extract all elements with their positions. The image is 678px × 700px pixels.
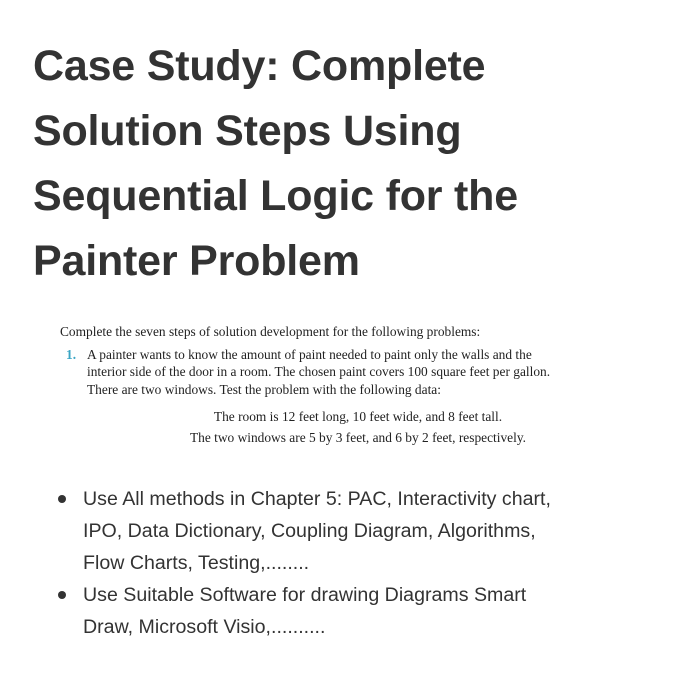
test-data-line: The two windows are 5 by 3 feet, and 6 by 2 feet, respectively. <box>189 429 527 445</box>
title-line: Painter Problem <box>33 237 360 285</box>
list-item <box>58 483 658 579</box>
textbook-excerpt-image <box>60 323 640 448</box>
bullet-icon <box>58 591 66 599</box>
list-item-line: IPO, Data Dictionary, Coupling Diagram, Algorithms, <box>83 520 536 542</box>
problem-number: 1. <box>66 346 77 362</box>
title-line: Case Study: Complete <box>33 42 486 90</box>
title-line: Sequential Logic for the <box>33 172 518 220</box>
problem-text-line: interior side of the door in a room. The chosen paint covers 100 square feet per gallon. <box>87 364 551 379</box>
title-line: Solution Steps Using <box>33 107 462 155</box>
list-item-line: Use Suitable Software for drawing Diagrams Smart <box>83 584 527 606</box>
problem-item <box>60 346 640 399</box>
bullet-icon <box>58 495 66 503</box>
requirements-list <box>58 483 658 643</box>
problem-text-line: There are two windows. Test the problem with the following data: <box>87 381 441 397</box>
excerpt-intro: Complete the seven steps of solution development for the following problems: <box>60 324 481 339</box>
list-item-line: Flow Charts, Testing,........ <box>83 552 310 574</box>
list-item-line: Draw, Microsoft Visio,.......... <box>83 616 326 638</box>
page-title <box>33 34 653 294</box>
test-data-line: The room is 12 feet long, 10 feet wide, and 8 feet tall. <box>213 409 503 424</box>
problem-text-line: A painter wants to know the amount of paint needed to paint only the walls and the <box>87 346 532 362</box>
test-data <box>60 407 640 448</box>
list-item <box>58 579 658 643</box>
list-item-line: Use All methods in Chapter 5: PAC, Interactivity chart, <box>83 488 551 510</box>
